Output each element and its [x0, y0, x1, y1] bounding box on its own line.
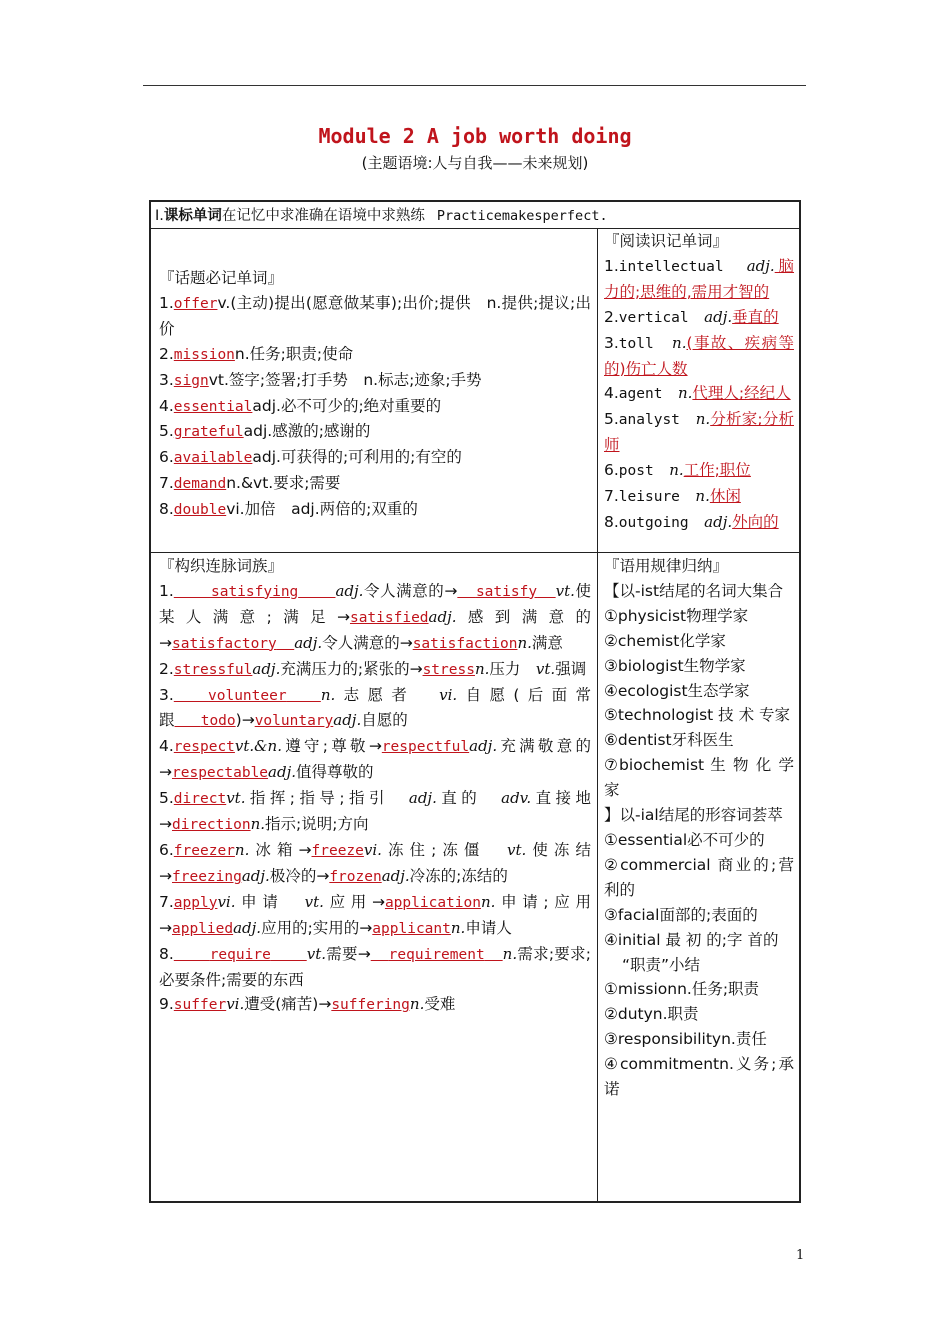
- list-item: 7.leisure n.休闲: [604, 487, 741, 506]
- list-item: ④ecologist生态学家: [604, 681, 750, 700]
- list-item: 5.directvt.指挥;指导;指引 adj.直的 adv.直接地→directionn.指示;说明;方向: [159, 789, 591, 834]
- section-label: 课标单词: [163, 208, 222, 224]
- list-item: 4.agent n.代理人;经纪人: [604, 384, 791, 403]
- list-item: ②commercial 商业的;营利的: [604, 855, 794, 899]
- list-item: ⑥dentist牙科医生: [604, 731, 734, 750]
- list-item: 3.signvt.签字;签署;打手势 n.标志;迹象;手势: [159, 370, 482, 389]
- list-item: ①essential必不可少的: [604, 830, 765, 849]
- column-divider: [597, 229, 598, 1202]
- list-item: 6.freezern.冰箱→freezevi.冻住;冻僵 vt.使冻结→freezingadj.极冷的→frozenadj.冷冻的;冻结的: [159, 840, 591, 885]
- reading-words-cell: [604, 229, 794, 536]
- list-item: 9.suffervi.遭受(痛苦)→sufferingn.受难: [159, 995, 456, 1014]
- list-item: 5.analyst n.分析家;分析师: [604, 410, 794, 455]
- list-item: 6.availableadj.可获得的;可利用的;有空的: [159, 448, 462, 467]
- list-item: ③responsibilityn.责任: [604, 1030, 767, 1049]
- list-item: 4.respectvt.&n.遵守;尊敬→respectfuladj.充满敬意的→respectableadj.值得尊敬的: [159, 737, 591, 782]
- duty-title: “职责”小结: [622, 955, 701, 974]
- list-item: ⑦biochemist 生 物 化 学家: [604, 756, 794, 800]
- list-item: 2.missionn.任务;职责;使命: [159, 344, 354, 363]
- usage-heading: 『语用规律归纳』: [604, 557, 729, 575]
- list-item: ④commitmentn.义务;承诺: [604, 1055, 794, 1099]
- list-item: 3.toll n.(事故、疾病等的)伤亡人数: [604, 333, 794, 378]
- usage-cell: [604, 554, 794, 1102]
- list-item: 4.essentialadj.必不可少的;绝对重要的: [159, 396, 442, 415]
- ist-title: 【以-ist结尾的名词大集合: [604, 581, 784, 600]
- list-item: 6.post n.工作;职位: [604, 461, 751, 480]
- list-item: 3. volunteer n.志愿者 vi.自愿(后面常跟 todo)→voluntaryadj.自愿的: [159, 685, 591, 730]
- list-item: ①physicist物理学家: [604, 606, 749, 625]
- ial-title: 】以-ial结尾的形容词荟萃: [604, 806, 783, 825]
- list-item: 7.applyvi.申请 vt.应用→applicationn.申请;应用→appliedadj.应用的;实用的→applicantn.申请人: [159, 892, 591, 937]
- list-item: 2.stressfuladj.充满压力的;紧张的→stressn.压力 vt.强调: [159, 659, 587, 678]
- list-item: 1.offerv.(主动)提出(愿意做某事);出价;提供 n.提供;提议;出价: [159, 293, 591, 338]
- topic-words-cell: [159, 266, 591, 523]
- section-header: Ⅰ.课标单词在记忆中求准确在语境中求熟练 Practicemakesperfect.: [149, 200, 801, 229]
- topic-words-heading: 『话题必记单词』: [159, 269, 284, 287]
- list-item: ①missionn.任务;职责: [604, 980, 760, 999]
- list-item: ⑤technologist 技 术 专家: [604, 706, 791, 725]
- page-title: Module 2 A job worth doing: [318, 124, 632, 148]
- list-item: 7.demandn.&vt.要求;需要: [159, 474, 341, 493]
- word-family-heading: 『构织连脉词族』: [159, 557, 284, 575]
- header-rule: [143, 85, 806, 86]
- list-item: ④initial 最 初 的;字 首的: [604, 930, 779, 949]
- list-item: 8.doublevi.加倍 adj.两倍的;双重的: [159, 500, 418, 519]
- list-item: 5.gratefuladj.感激的;感谢的: [159, 422, 371, 441]
- list-item: ②dutyn.职责: [604, 1005, 699, 1024]
- reading-words-heading: 『阅读识记单词』: [604, 232, 729, 250]
- list-item: ②chemist化学家: [604, 631, 726, 650]
- list-item: 1.intellectual adj.脑力的;思维的,需用才智的: [604, 256, 794, 301]
- list-item: ③biologist生物学家: [604, 656, 746, 675]
- word-family-cell: [159, 554, 591, 1018]
- motto: Practicemakesperfect.: [436, 208, 608, 224]
- page-number: 1: [796, 1248, 805, 1263]
- list-item: 8.outgoing adj.外向的: [604, 512, 779, 531]
- list-item: 1. satisfying adj.令人满意的→ satisfy vt.使某人满意;满足→satisfiedadj.感到满意的→satisfactory adj.令人满意的→satisfactionn.满意: [159, 581, 591, 652]
- list-item: 2.vertical adj.垂直的: [604, 307, 779, 326]
- row-divider: [149, 552, 801, 553]
- list-item: ③facial面部的;表面的: [604, 905, 758, 924]
- page-subtitle: (主题语境:人与自我——未来规划): [361, 154, 589, 172]
- list-item: 8. require vt.需要→ requirement n.需求;要求;必要条件;需要的东西: [159, 944, 591, 989]
